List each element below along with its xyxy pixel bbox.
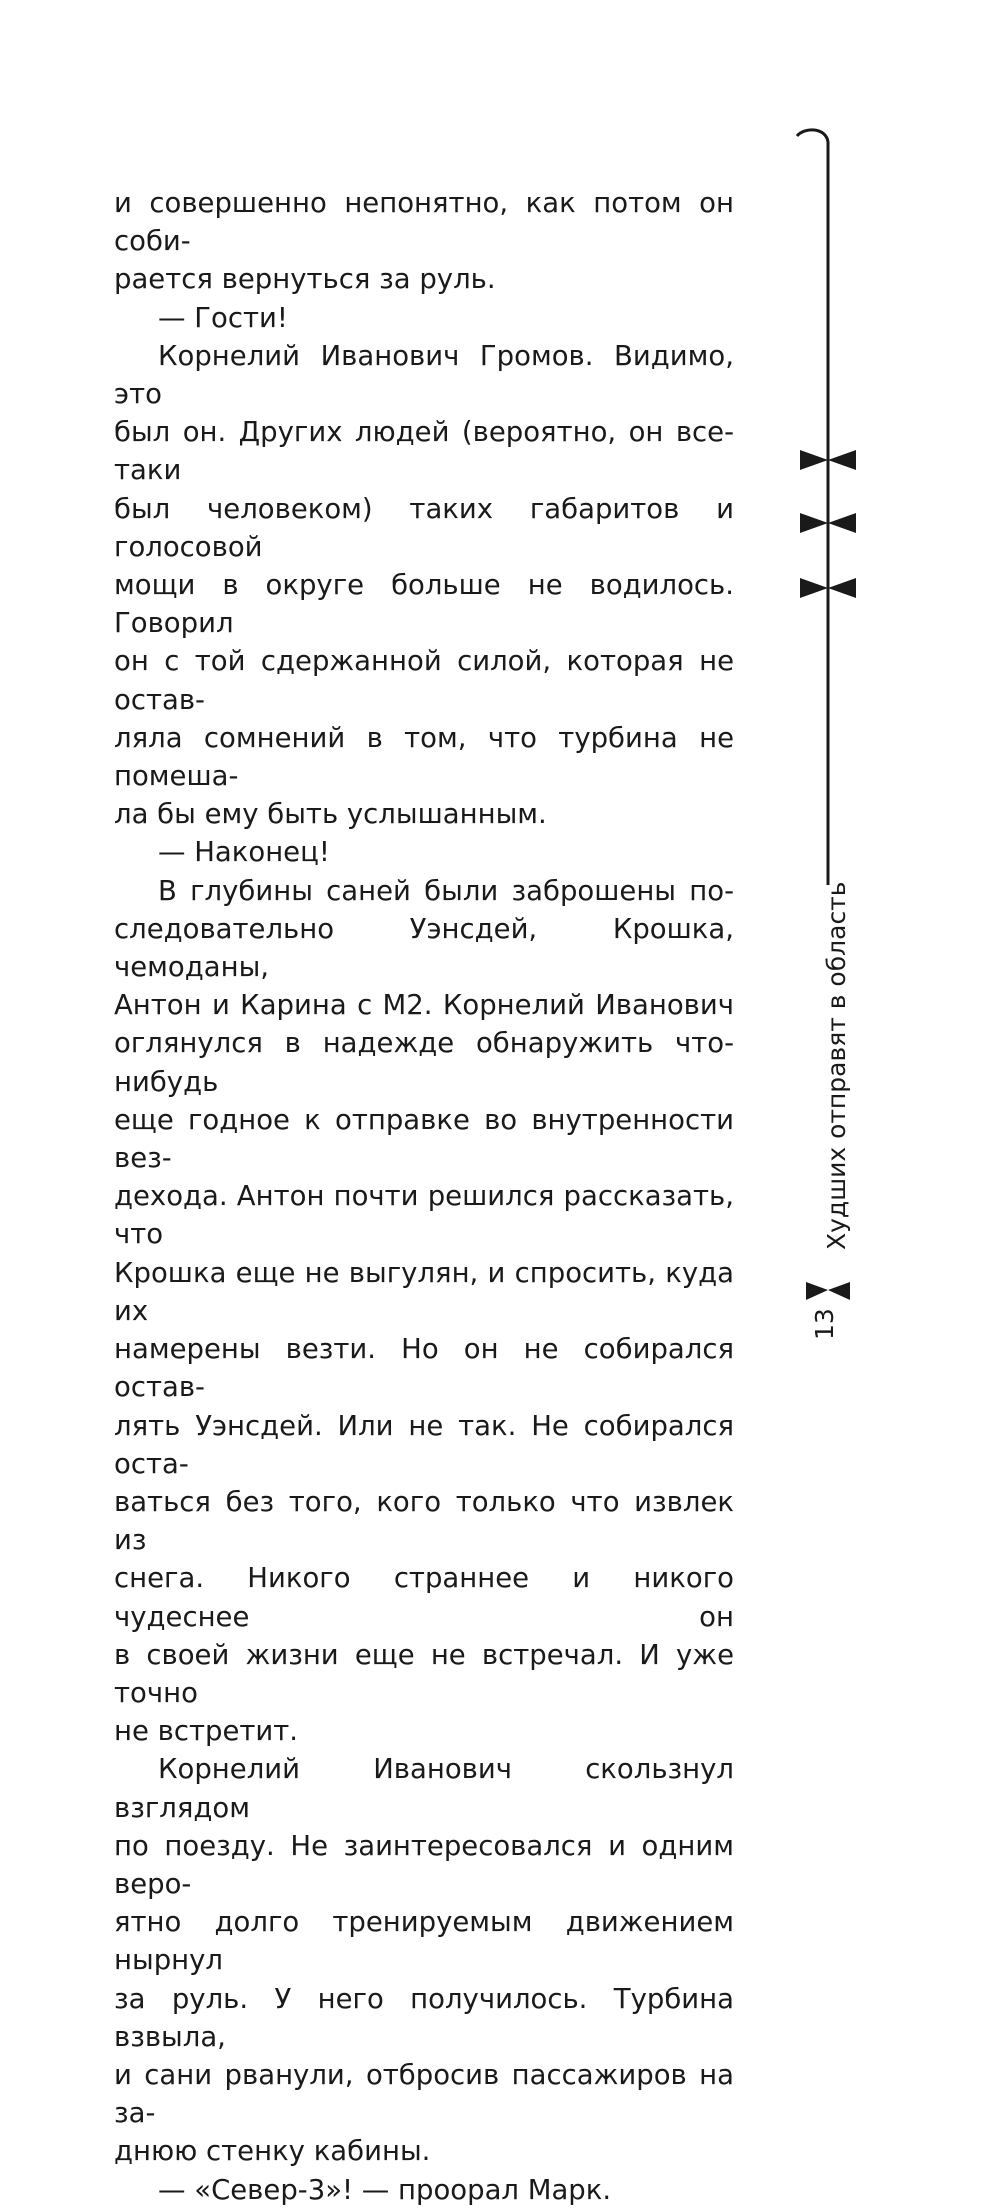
text-line: Антон и Карина с М2. Корнелий Иванович <box>114 989 734 1022</box>
text-line: Корнелий Иванович Громов. Видимо, это <box>114 339 734 411</box>
text-line: по поезду. Не заинтересовался и одним веро- <box>114 1829 734 1900</box>
text-line: в своей жизни еще не встречал. И уже точно <box>114 1638 734 1709</box>
text-line: ваться без того, кого только что извлек из <box>114 1485 734 1557</box>
text-line: лять Уэнсдей. Или не так. Не собирался оста- <box>114 1409 734 1480</box>
text-line: еще годное к отправке во внутренности вез- <box>114 1103 734 1175</box>
text-line: — Наконец! <box>158 836 330 869</box>
text-line: был он. Других людей (вероятно, он все-таки <box>114 416 734 487</box>
text-line: за руль. У него получилось. Турбина взвыла, <box>114 1982 734 2053</box>
bowtie-ornament-icon <box>806 1282 850 1300</box>
text-line: намерены везти. Но он не собирался остав- <box>114 1333 734 1404</box>
text-line: Крошка еще не выгулян, и спросить, куда их <box>114 1256 734 1327</box>
text-line: ляла сомнений в том, что турбина не помеша- <box>114 721 734 793</box>
text-line: дехода. Антон почти решился рассказать, что <box>114 1180 734 1251</box>
text-line: оглянулся в надежде обнаружить что-нибудь <box>114 1027 734 1098</box>
text-line: был человеком) таких габаритов и голосовой <box>114 492 734 563</box>
running-title: Худших отправят в область <box>822 881 851 1250</box>
text-line: снега. Никого страннее и никого чудеснее он <box>114 1562 734 1633</box>
text-line: и сани рванули, отбросив пассажиров на за- <box>114 2058 734 2130</box>
text-line: он с той сдержанной силой, которая не остав- <box>114 645 734 716</box>
text-line: — «Север-3»! — проорал Марк. <box>158 2173 612 2206</box>
text-line: рается вернуться за руль. <box>114 263 496 296</box>
text-line: мощи в округе больше не водилось. Говорил <box>114 569 734 640</box>
text-line: — Гости! <box>158 301 288 334</box>
text-line: днюю стенку кабины. <box>114 2135 431 2168</box>
text-line: В глубины саней были заброшены по- <box>158 874 734 907</box>
text-line: ятно долго тренируемым движением нырнул <box>114 1906 734 1977</box>
text-line: следовательно Уэнсдей, Крошка, чемоданы, <box>114 912 734 984</box>
page-number: 13 <box>810 1308 839 1340</box>
text-line: Корнелий Иванович скользнул взглядом <box>114 1753 734 1824</box>
text-line: не встретит. <box>114 1715 299 1748</box>
curl-ornament-icon <box>797 130 828 160</box>
text-line: ла бы ему быть услышанным. <box>114 798 547 831</box>
text-line: и совершенно непонятно, как потом он соби- <box>114 187 734 258</box>
